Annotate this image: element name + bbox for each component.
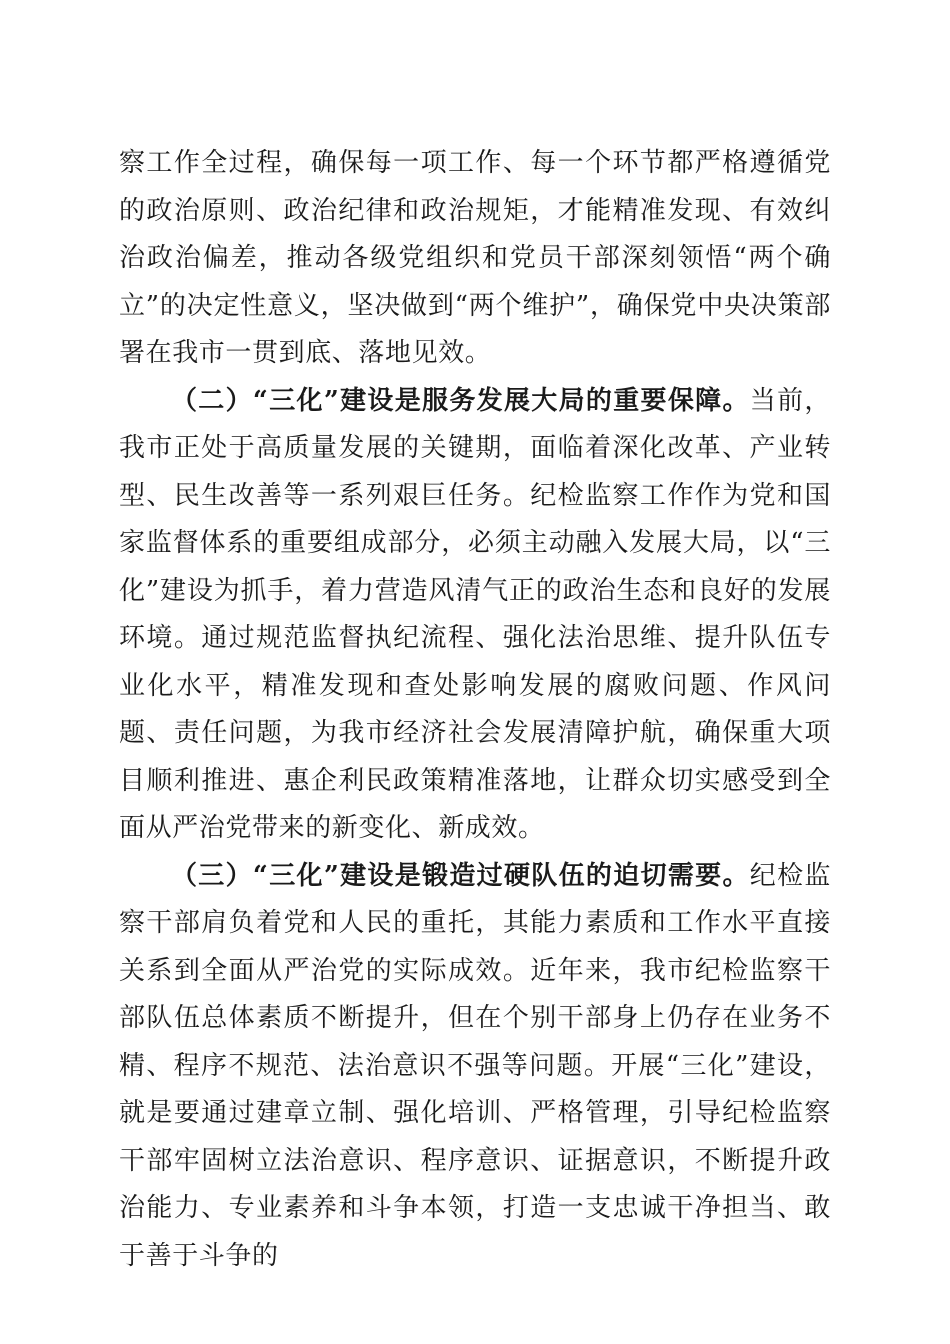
section-heading: （二）“三化”建设是服务发展大局的重要保障。 (171, 385, 750, 416)
paragraph-text: 当前，我市正处于高质量发展的关键期，面临着深化改革、产业转型、民生改善等一系列艰巨任务。纪检监察工作作为党和国家监督体系的重要组成部分，必须主动融入发展大局，以“三化”建设为抓手，着力营造风清气正的政治生态和良好的发展环境。通过规范监督执纪流程、强化法治思维、提升队伍专业化水平，精准发现和查处影响发展的腐败问题、作风问题、责任问题，为我市经济社会发展清障护航，确保重大项目顺利推进、惠企利民政策精准落地，让群众切实感受到全面从严治党带来的新变化、新成效。 (119, 385, 831, 843)
section-heading: （三）“三化”建设是锻造过硬队伍的迫切需要。 (171, 860, 750, 891)
paragraph-section-three (119, 853, 831, 1281)
paragraph-section-two (119, 378, 831, 853)
document-body (119, 140, 831, 1280)
paragraph-text: 察工作全过程，确保每一项工作、每一个环节都严格遵循党的政治原则、政治纪律和政治规矩，才能精准发现、有效纠治政治偏差，推动各级党组织和党员干部深刻领悟“两个确立”的决定性意义，坚决做到“两个维护”，确保党中央决策部署在我市一贯到底、落地见效。 (119, 148, 831, 368)
paragraph-continuation (119, 140, 831, 378)
paragraph-text: 纪检监察干部肩负着党和人民的重托，其能力素质和工作水平直接关系到全面从严治党的实际成效。近年来，我市纪检监察干部队伍总体素质不断提升，但在个别干部身上仍存在业务不精、程序不规范、法治意识不强等问题。开展“三化”建设，就是要通过建章立制、强化培训、严格管理，引导纪检监察干部牢固树立法治意识、程序意识、证据意识，不断提升政治能力、专业素养和斗争本领，打造一支忠诚干净担当、敢于善于斗争的 (119, 860, 831, 1271)
